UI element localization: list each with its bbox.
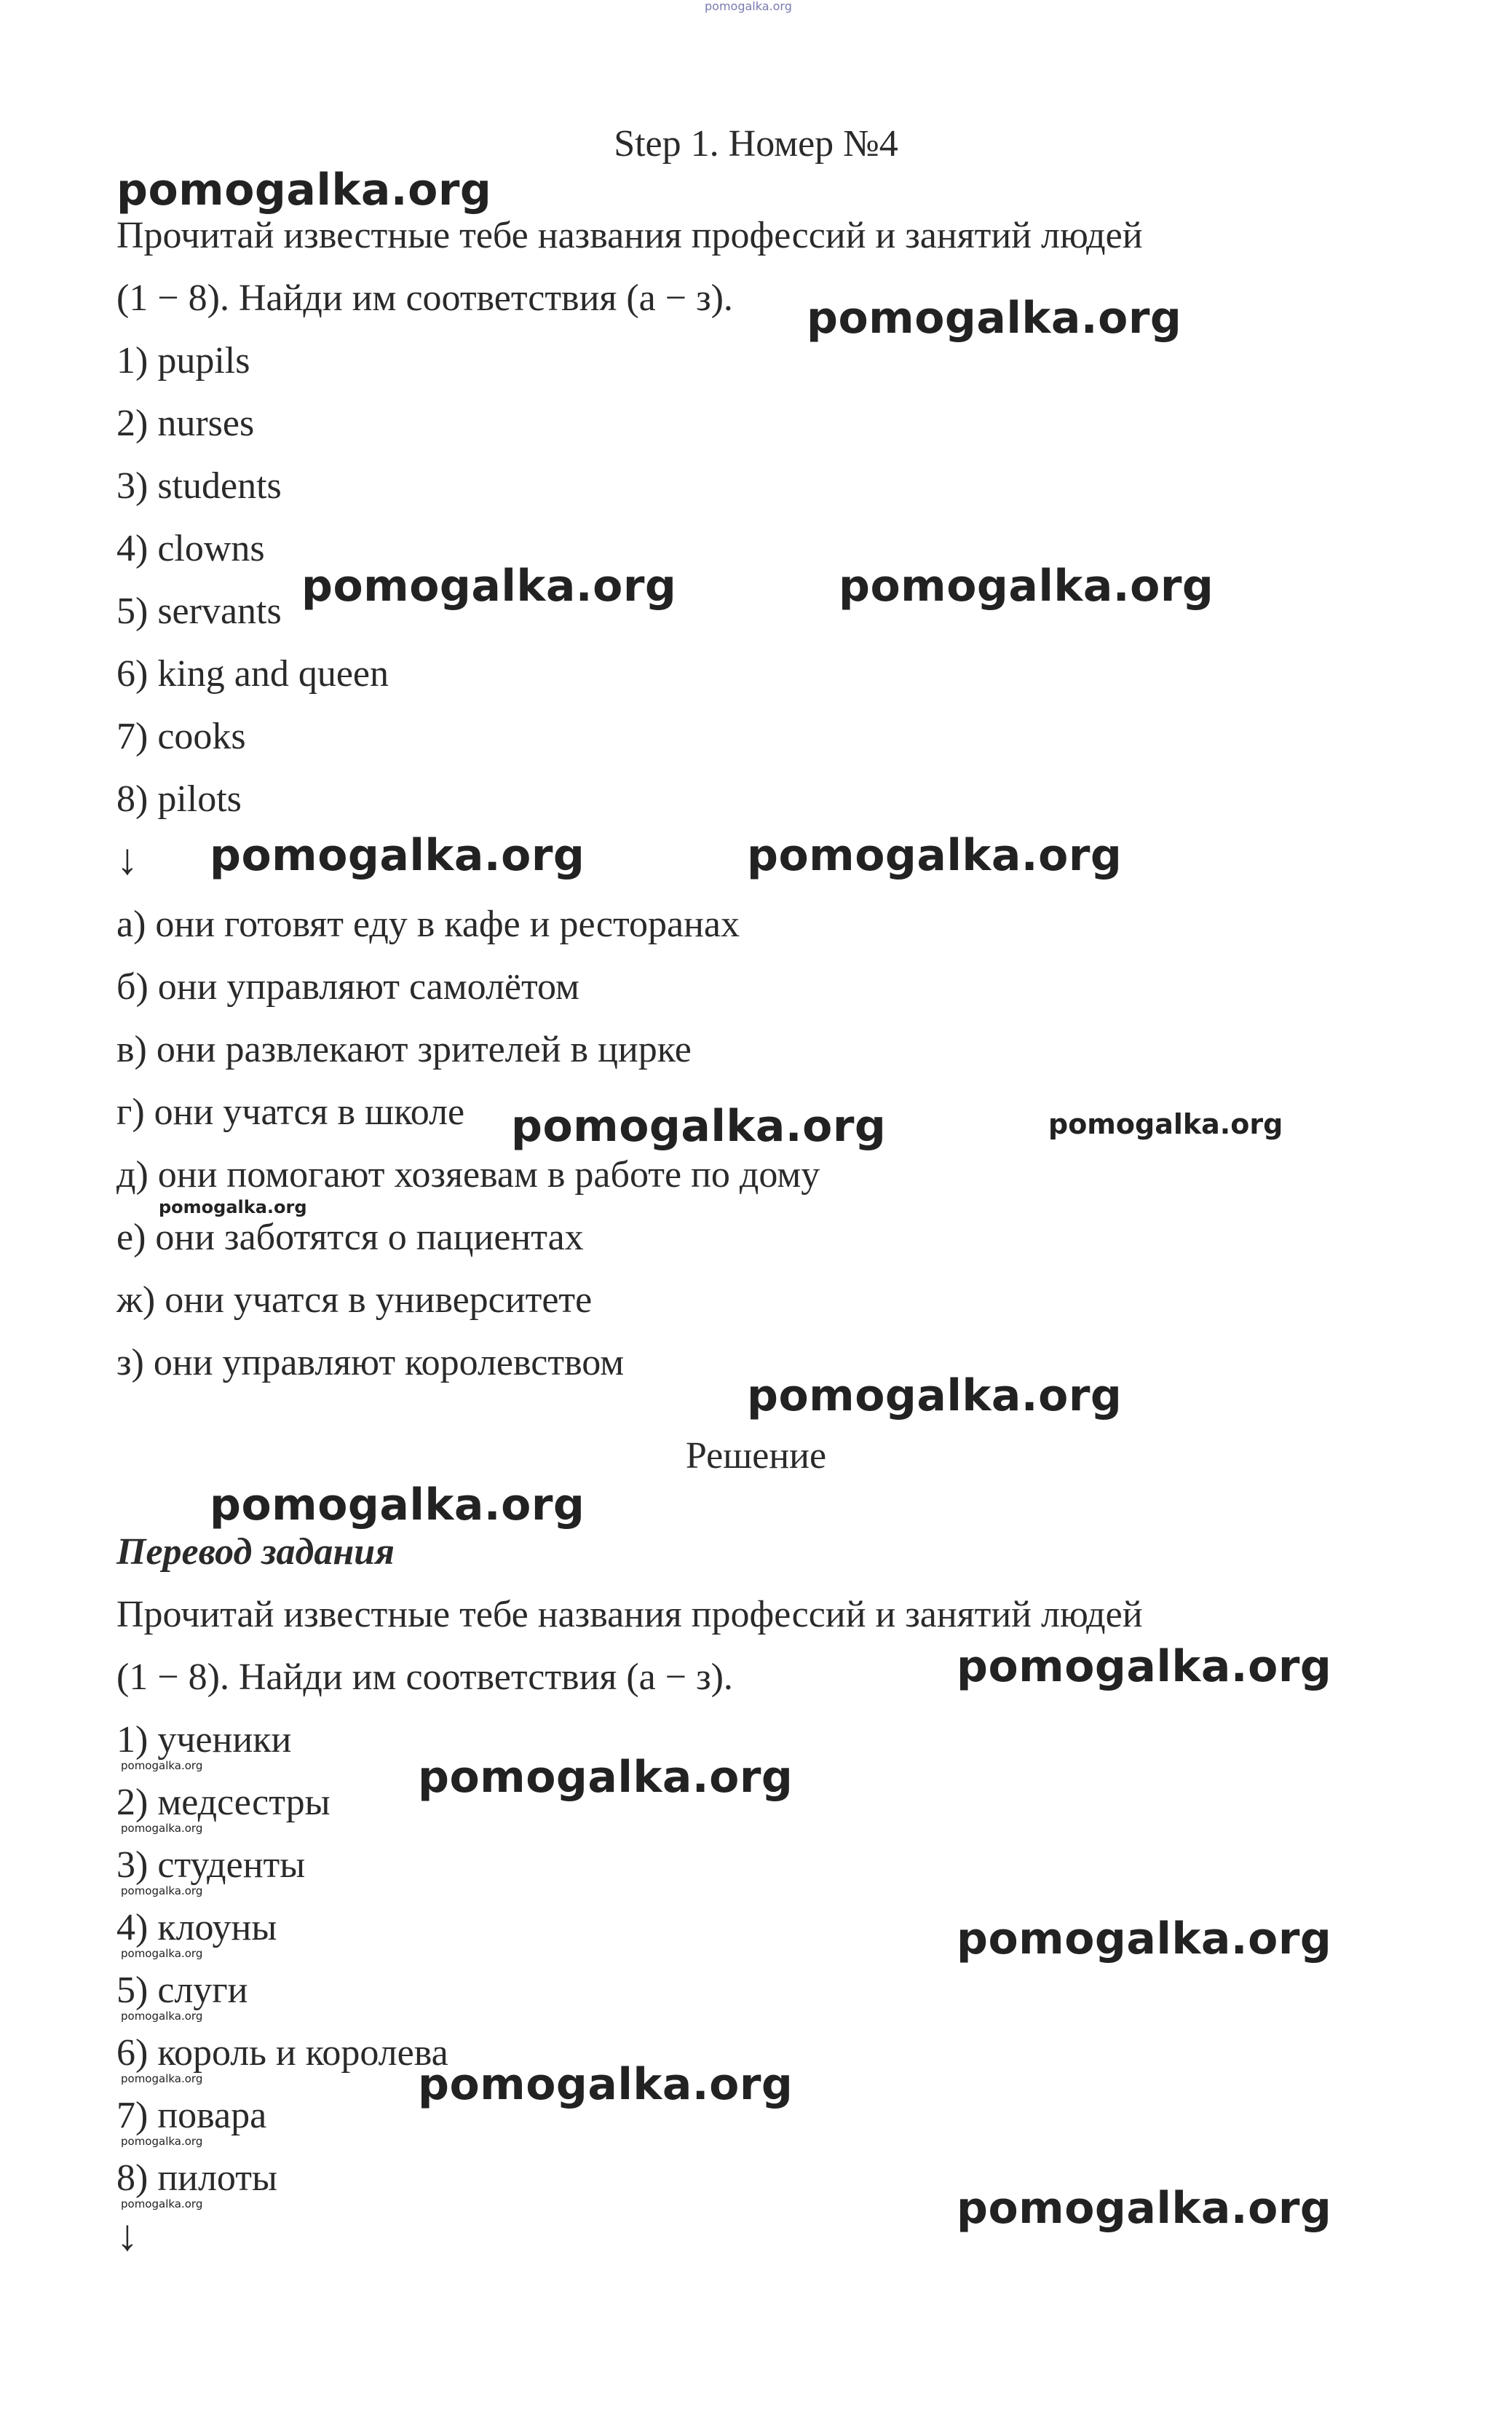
translation-list-item: 3) студенты bbox=[116, 1844, 306, 1886]
translation-list-item: 4) клоуны bbox=[116, 1907, 277, 1948]
answer-item: г) они учатся в школе bbox=[116, 1091, 465, 1133]
watermark: pomogalka.org bbox=[159, 1197, 307, 1217]
watermark: pomogalka.org bbox=[210, 830, 585, 881]
answer-item: д) они помогают хозяевам в работе по дому bbox=[116, 1154, 820, 1196]
answer-item: б) они управляют самолётом bbox=[116, 966, 579, 1008]
list-item: 1) pupils bbox=[116, 340, 250, 382]
watermark: pomogalka.org bbox=[511, 1101, 887, 1152]
down-arrow-icon: ↓ bbox=[116, 835, 138, 883]
watermark: pomogalka.org bbox=[747, 830, 1123, 881]
translation-instruction-line2: (1 − 8). Найди им соответствия (а − з). bbox=[116, 1656, 733, 1698]
watermark: pomogalka.org bbox=[418, 2059, 793, 2110]
watermark: pomogalka.org bbox=[1048, 1108, 1283, 1140]
translation-list-item: 5) слуги bbox=[116, 1970, 248, 2011]
down-arrow-icon: ↓ bbox=[116, 2211, 138, 2259]
list-item: 6) king and queen bbox=[116, 653, 389, 695]
watermark: pomogalka.org bbox=[121, 2072, 203, 2085]
translation-list-item: 1) ученики bbox=[116, 1719, 292, 1761]
page-title: Step 1. Номер №4 bbox=[614, 123, 898, 165]
answer-item: е) они заботятся о пациентах bbox=[116, 1217, 584, 1258]
watermark: pomogalka.org bbox=[957, 1913, 1332, 1964]
watermark: pomogalka.org bbox=[210, 1479, 585, 1530]
watermark-top: pomogalka.org bbox=[705, 0, 792, 13]
answer-item: в) они развлекают зрителей в цирке bbox=[116, 1029, 692, 1070]
list-item: 4) clowns bbox=[116, 528, 265, 569]
list-item: 3) students bbox=[116, 465, 282, 507]
translation-list-item: 6) король и королева bbox=[116, 2032, 448, 2074]
answer-item: з) они управляют королевством bbox=[116, 1342, 625, 1383]
watermark: pomogalka.org bbox=[121, 1947, 203, 1960]
translation-instruction-line1: Прочитай известные тебе названия профессий и занятий людей bbox=[116, 1594, 1143, 1635]
watermark: pomogalka.org bbox=[121, 2135, 203, 2148]
watermark: pomogalka.org bbox=[957, 2183, 1332, 2234]
translation-list-item: 7) повара bbox=[116, 2095, 267, 2136]
list-item: 2) nurses bbox=[116, 403, 255, 444]
answer-item: ж) они учатся в университете bbox=[116, 1279, 593, 1321]
watermark: pomogalka.org bbox=[301, 561, 677, 612]
watermark: pomogalka.org bbox=[121, 1759, 203, 1772]
list-item: 7) cooks bbox=[116, 716, 246, 757]
translation-list-item: 8) пилоты bbox=[116, 2157, 277, 2199]
watermark: pomogalka.org bbox=[116, 165, 492, 216]
watermark: pomogalka.org bbox=[121, 1884, 203, 1897]
watermark: pomogalka.org bbox=[121, 2197, 203, 2211]
watermark: pomogalka.org bbox=[747, 1370, 1123, 1421]
watermark: pomogalka.org bbox=[807, 293, 1182, 344]
list-item: 5) servants bbox=[116, 590, 282, 632]
translation-list-item: 2) медсестры bbox=[116, 1782, 330, 1823]
task-instruction-line2: (1 − 8). Найди им соответствия (а − з). bbox=[116, 277, 733, 319]
solution-heading: Решение bbox=[685, 1435, 827, 1477]
translation-subheading: Перевод задания bbox=[116, 1531, 395, 1573]
watermark: pomogalka.org bbox=[839, 561, 1214, 612]
watermark: pomogalka.org bbox=[121, 1822, 203, 1835]
task-instruction-line1: Прочитай известные тебе названия профессий и занятий людей bbox=[116, 215, 1143, 256]
watermark: pomogalka.org bbox=[418, 1752, 793, 1803]
answer-item: а) они готовят еду в кафе и ресторанах bbox=[116, 904, 740, 945]
list-item: 8) pilots bbox=[116, 778, 242, 820]
watermark: pomogalka.org bbox=[121, 2010, 203, 2023]
watermark: pomogalka.org bbox=[957, 1641, 1332, 1692]
